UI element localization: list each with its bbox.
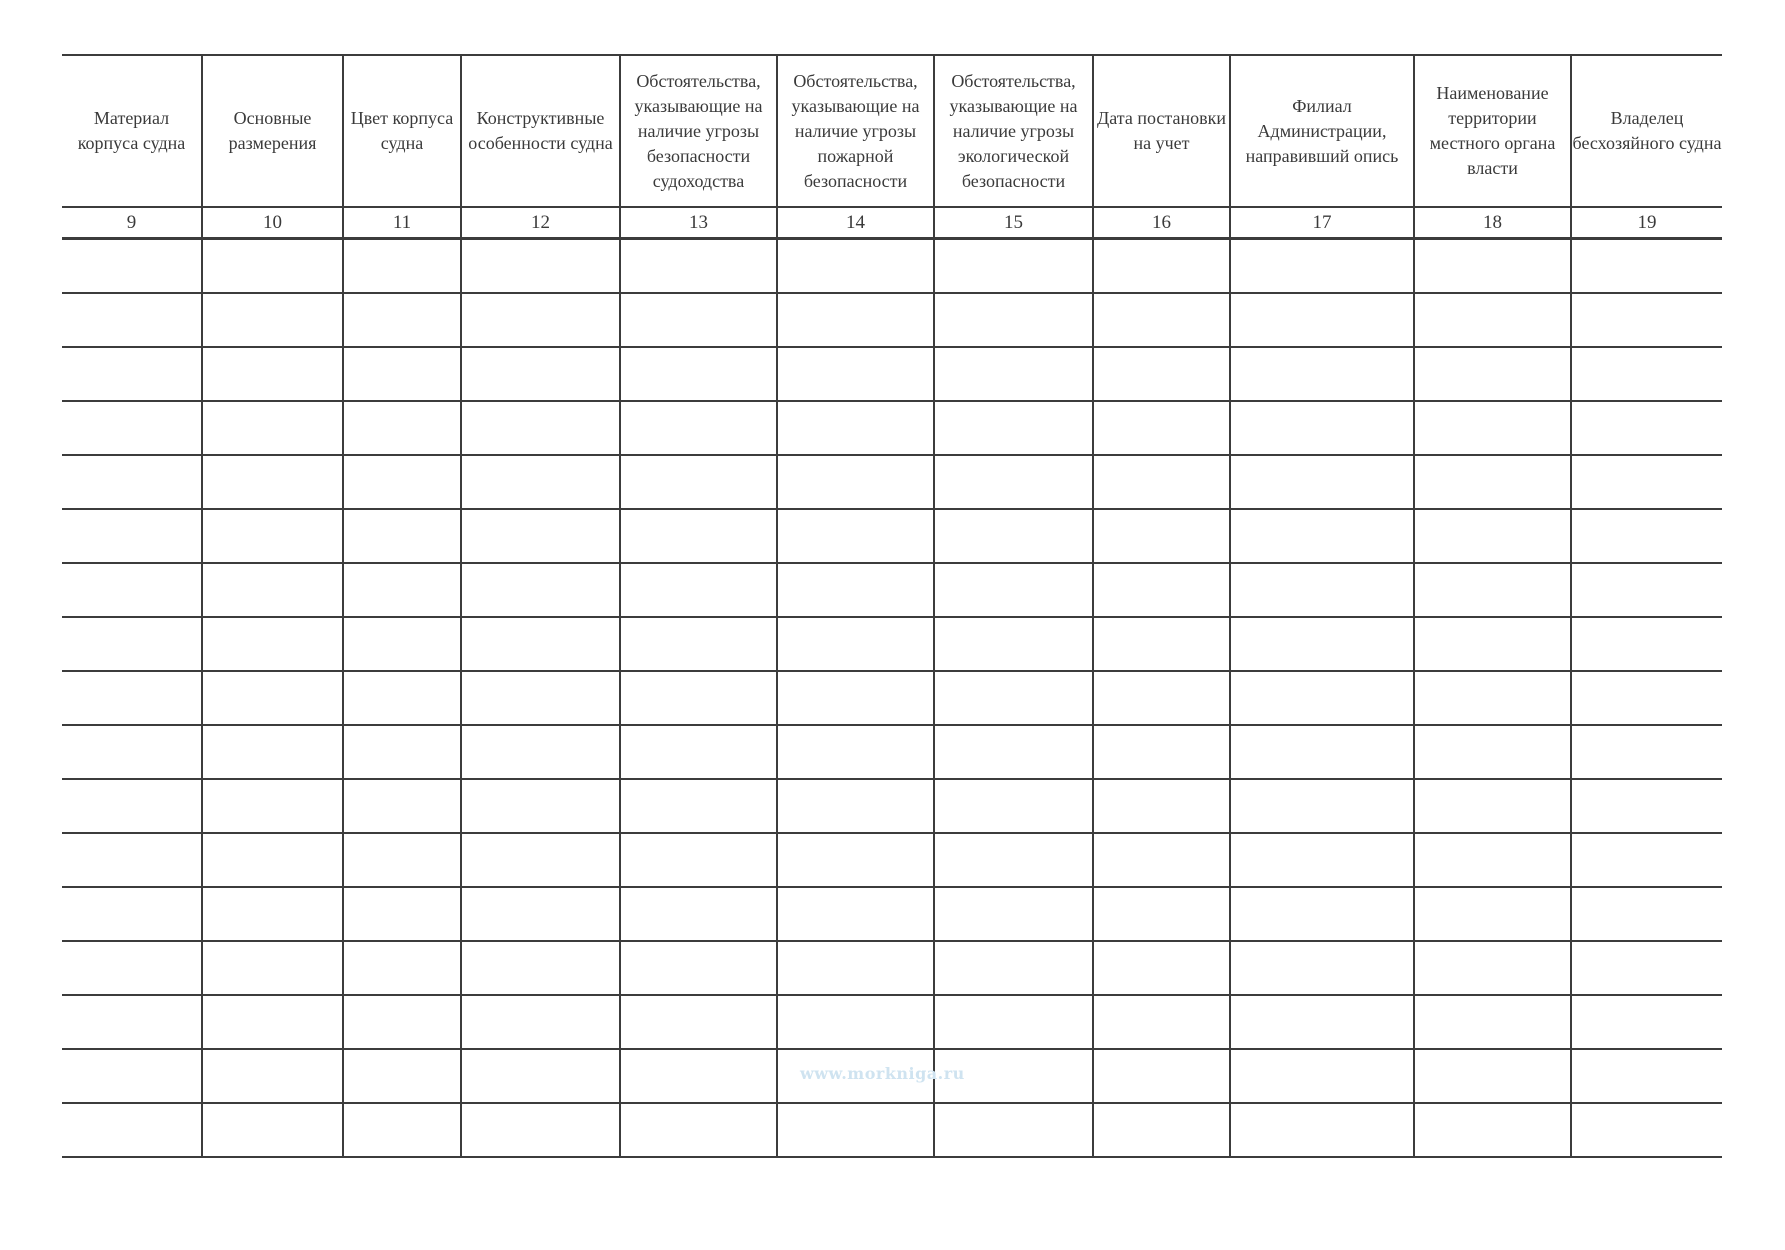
table-row — [62, 455, 1722, 509]
table-cell — [934, 887, 1093, 941]
table-cell — [934, 725, 1093, 779]
table-cell — [461, 779, 620, 833]
table-cell — [202, 779, 343, 833]
table-cell — [934, 941, 1093, 995]
table-cell — [777, 671, 934, 725]
table-row — [62, 1103, 1722, 1157]
table-cell — [202, 509, 343, 563]
table-row — [62, 563, 1722, 617]
table-cell — [777, 239, 934, 294]
table-cell — [934, 401, 1093, 455]
table-cell — [620, 833, 777, 887]
table-cell — [777, 779, 934, 833]
table-cell — [1414, 239, 1571, 294]
table-cell — [1230, 833, 1414, 887]
table-cell — [777, 617, 934, 671]
column-number: 12 — [461, 207, 620, 239]
table-cell — [934, 671, 1093, 725]
table-cell — [62, 347, 202, 401]
table-row — [62, 833, 1722, 887]
table-cell — [461, 293, 620, 347]
register-table — [62, 54, 1722, 1158]
table-cell — [1093, 941, 1230, 995]
table-cell — [1230, 617, 1414, 671]
table-cell — [1414, 563, 1571, 617]
column-number: 9 — [62, 207, 202, 239]
table-cell — [1093, 455, 1230, 509]
table-cell — [1571, 347, 1722, 401]
column-header: Материал корпуса судна — [62, 55, 202, 207]
table-cell — [1230, 1103, 1414, 1157]
table-cell — [1230, 887, 1414, 941]
table-cell — [62, 887, 202, 941]
table-cell — [1093, 1049, 1230, 1103]
table-cell — [461, 995, 620, 1049]
table-cell — [202, 887, 343, 941]
table-cell — [202, 563, 343, 617]
table-cell — [777, 347, 934, 401]
table-cell — [202, 833, 343, 887]
table-cell — [1414, 671, 1571, 725]
table-cell — [62, 671, 202, 725]
table-cell — [343, 617, 461, 671]
table-cell — [1230, 671, 1414, 725]
table-cell — [1093, 401, 1230, 455]
table-cell — [1093, 509, 1230, 563]
table-cell — [1414, 347, 1571, 401]
table-cell — [1571, 887, 1722, 941]
table-cell — [202, 293, 343, 347]
table-cell — [1093, 671, 1230, 725]
table-cell — [461, 941, 620, 995]
column-number: 18 — [1414, 207, 1571, 239]
table-cell — [1230, 455, 1414, 509]
table-cell — [934, 239, 1093, 294]
table-cell — [1414, 401, 1571, 455]
table-cell — [934, 563, 1093, 617]
table-cell — [343, 455, 461, 509]
table-cell — [202, 1049, 343, 1103]
table-cell — [62, 1103, 202, 1157]
table-cell — [343, 671, 461, 725]
table-cell — [1414, 1103, 1571, 1157]
table-cell — [1571, 671, 1722, 725]
column-number: 14 — [777, 207, 934, 239]
table-cell — [62, 239, 202, 294]
table-cell — [777, 995, 934, 1049]
table-cell — [461, 833, 620, 887]
column-number: 19 — [1571, 207, 1722, 239]
table-body — [62, 239, 1722, 1158]
table-cell — [343, 725, 461, 779]
table-cell — [620, 617, 777, 671]
table-cell — [343, 239, 461, 294]
table-cell — [620, 563, 777, 617]
table-cell — [62, 455, 202, 509]
table-cell — [202, 941, 343, 995]
table-cell — [934, 1103, 1093, 1157]
table-row — [62, 887, 1722, 941]
table-cell — [1571, 779, 1722, 833]
header-row — [62, 55, 1722, 207]
table-cell — [620, 293, 777, 347]
table-cell — [343, 293, 461, 347]
table-cell — [620, 1049, 777, 1103]
table-cell — [777, 293, 934, 347]
table-cell — [620, 671, 777, 725]
table-cell — [1093, 995, 1230, 1049]
table-cell — [1230, 941, 1414, 995]
table-cell — [202, 725, 343, 779]
column-number: 11 — [343, 207, 461, 239]
table-cell — [1414, 833, 1571, 887]
table-cell — [1230, 563, 1414, 617]
table-cell — [1414, 995, 1571, 1049]
table-cell — [1571, 1103, 1722, 1157]
column-header: Цвет корпуса судна — [343, 55, 461, 207]
column-header: Дата постановки на учет — [1093, 55, 1230, 207]
table-cell — [62, 293, 202, 347]
column-number: 15 — [934, 207, 1093, 239]
table-cell — [1093, 779, 1230, 833]
table-cell — [620, 239, 777, 294]
column-header: Обстоятельства, указывающие на наличие угрозы безопасности судоходства — [620, 55, 777, 207]
table-cell — [1414, 617, 1571, 671]
table-cell — [343, 509, 461, 563]
table-cell — [620, 941, 777, 995]
table-cell — [1093, 563, 1230, 617]
table-cell — [934, 779, 1093, 833]
table-cell — [202, 239, 343, 294]
table-cell — [202, 1103, 343, 1157]
table-cell — [202, 455, 343, 509]
table-cell — [461, 509, 620, 563]
table-cell — [1571, 995, 1722, 1049]
table-cell — [461, 239, 620, 294]
table-cell — [934, 455, 1093, 509]
table-cell — [777, 887, 934, 941]
table-cell — [62, 725, 202, 779]
table-cell — [1230, 725, 1414, 779]
table-cell — [343, 347, 461, 401]
column-number-row — [62, 207, 1722, 239]
table-cell — [1414, 725, 1571, 779]
column-header: Наименование территории местного органа власти — [1414, 55, 1571, 207]
table-cell — [1230, 779, 1414, 833]
table-row — [62, 509, 1722, 563]
table-cell — [1571, 293, 1722, 347]
table-cell — [1093, 617, 1230, 671]
table-cell — [1571, 617, 1722, 671]
table-cell — [934, 833, 1093, 887]
table-cell — [1414, 1049, 1571, 1103]
table-cell — [620, 995, 777, 1049]
table-row — [62, 995, 1722, 1049]
column-header: Основные размерения — [202, 55, 343, 207]
column-header: Филиал Администрации, направивший опись — [1230, 55, 1414, 207]
table-cell — [1230, 1049, 1414, 1103]
table-cell — [1230, 293, 1414, 347]
table-cell — [343, 833, 461, 887]
table-cell — [461, 347, 620, 401]
table-cell — [1571, 509, 1722, 563]
table-cell — [1230, 239, 1414, 294]
register-sheet — [62, 54, 1722, 1158]
table-cell — [620, 779, 777, 833]
table-cell — [1093, 725, 1230, 779]
table-cell — [461, 887, 620, 941]
table-row — [62, 347, 1722, 401]
table-cell — [343, 1049, 461, 1103]
table-cell — [934, 293, 1093, 347]
table-cell — [343, 779, 461, 833]
table-cell — [620, 887, 777, 941]
table-cell — [1571, 725, 1722, 779]
table-cell — [202, 617, 343, 671]
table-cell — [620, 725, 777, 779]
table-row — [62, 617, 1722, 671]
table-cell — [620, 347, 777, 401]
table-cell — [202, 995, 343, 1049]
table-cell — [343, 941, 461, 995]
table-cell — [1093, 833, 1230, 887]
table-cell — [1230, 995, 1414, 1049]
table-cell — [62, 941, 202, 995]
table-cell — [1230, 401, 1414, 455]
table-cell — [62, 563, 202, 617]
table-row — [62, 401, 1722, 455]
table-cell — [461, 1049, 620, 1103]
watermark: www.morkniga.ru — [800, 1064, 965, 1083]
table-cell — [202, 671, 343, 725]
table-row — [62, 941, 1722, 995]
column-header: Владелец бесхозяйного судна — [1571, 55, 1722, 207]
table-cell — [461, 1103, 620, 1157]
table-cell — [620, 401, 777, 455]
table-cell — [1571, 1049, 1722, 1103]
column-header: Обстоятельства, указывающие на наличие угрозы пожарной безопасности — [777, 55, 934, 207]
table-cell — [620, 509, 777, 563]
table-row — [62, 293, 1722, 347]
table-cell — [1571, 941, 1722, 995]
table-cell — [343, 563, 461, 617]
table-cell — [461, 671, 620, 725]
table-cell — [1414, 455, 1571, 509]
table-cell — [1230, 347, 1414, 401]
table-cell — [461, 617, 620, 671]
table-row — [62, 725, 1722, 779]
table-cell — [777, 1103, 934, 1157]
table-cell — [202, 401, 343, 455]
table-row — [62, 779, 1722, 833]
table-cell — [343, 887, 461, 941]
table-cell — [1093, 293, 1230, 347]
table-cell — [777, 509, 934, 563]
table-cell — [934, 509, 1093, 563]
table-cell — [461, 725, 620, 779]
table-cell — [1093, 887, 1230, 941]
table-cell — [62, 401, 202, 455]
table-cell — [777, 401, 934, 455]
table-cell — [62, 833, 202, 887]
table-cell — [1571, 833, 1722, 887]
table-cell — [1571, 239, 1722, 294]
column-header: Обстоятельства, указывающие на наличие угрозы экологической безопасности — [934, 55, 1093, 207]
column-header: Конструктивные особенности судна — [461, 55, 620, 207]
table-cell — [777, 563, 934, 617]
table-cell — [202, 347, 343, 401]
table-cell — [62, 1049, 202, 1103]
table-row — [62, 239, 1722, 294]
table-cell — [777, 455, 934, 509]
table-cell — [62, 995, 202, 1049]
table-row — [62, 671, 1722, 725]
table-cell — [1414, 779, 1571, 833]
table-cell — [1230, 509, 1414, 563]
table-cell — [777, 941, 934, 995]
table-cell — [1571, 563, 1722, 617]
column-number: 13 — [620, 207, 777, 239]
table-cell — [1093, 1103, 1230, 1157]
table-cell — [934, 995, 1093, 1049]
table-cell — [461, 563, 620, 617]
table-cell — [343, 995, 461, 1049]
table-cell — [620, 455, 777, 509]
table-cell — [1093, 347, 1230, 401]
table-cell — [620, 1103, 777, 1157]
table-cell — [1093, 239, 1230, 294]
table-cell — [1414, 509, 1571, 563]
table-cell — [62, 779, 202, 833]
table-cell — [62, 617, 202, 671]
table-cell — [343, 1103, 461, 1157]
table-cell — [461, 401, 620, 455]
table-cell — [934, 617, 1093, 671]
column-number: 10 — [202, 207, 343, 239]
column-number: 17 — [1230, 207, 1414, 239]
column-number: 16 — [1093, 207, 1230, 239]
table-cell — [1414, 887, 1571, 941]
table-cell — [934, 347, 1093, 401]
table-cell — [1571, 401, 1722, 455]
table-cell — [343, 401, 461, 455]
table-cell — [461, 455, 620, 509]
table-cell — [777, 833, 934, 887]
table-cell — [1414, 293, 1571, 347]
table-cell — [777, 725, 934, 779]
table-cell — [1571, 455, 1722, 509]
table-cell — [62, 509, 202, 563]
table-cell — [1414, 941, 1571, 995]
